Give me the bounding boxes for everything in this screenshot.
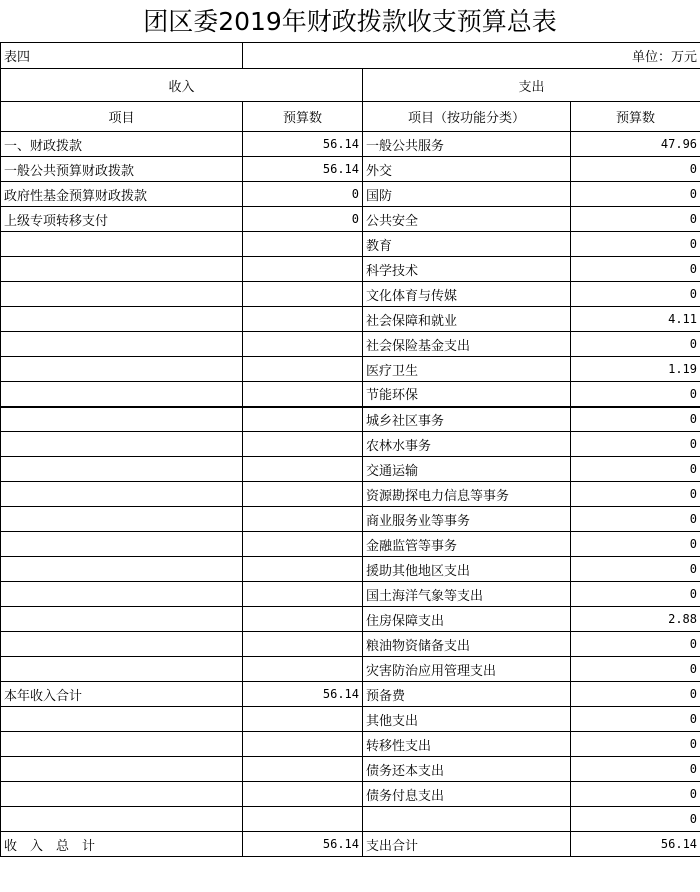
income-amount-cell	[243, 507, 363, 532]
expense-header: 支出	[363, 69, 700, 102]
expense-amount-cell: 0	[571, 482, 700, 507]
expense-item-cell: 社会保险基金支出	[363, 332, 571, 357]
table-row	[1, 482, 700, 507]
column-header-income-amount: 预算数	[243, 102, 363, 132]
income-amount-cell	[243, 257, 363, 282]
expense-item-cell: 农林水事务	[363, 432, 571, 457]
expense-item-cell: 社会保障和就业	[363, 307, 571, 332]
income-item-cell	[1, 307, 243, 332]
expense-amount-cell: 1.19	[571, 357, 700, 382]
income-amount-cell: 56.14	[243, 132, 363, 157]
table-row	[1, 207, 700, 232]
income-item-cell	[1, 257, 243, 282]
income-item-cell	[1, 582, 243, 607]
expense-item-cell: 其他支出	[363, 707, 571, 732]
expense-item-cell: 文化体育与传媒	[363, 282, 571, 307]
table-row	[1, 307, 700, 332]
expense-item-cell: 商业服务业等事务	[363, 507, 571, 532]
table-row	[1, 532, 700, 557]
income-item-cell: 本年收入合计	[1, 682, 243, 707]
expense-amount-cell: 0	[571, 457, 700, 482]
expense-item-cell: 国土海洋气象等支出	[363, 582, 571, 607]
table-row	[1, 257, 700, 282]
expense-item-cell: 科学技术	[363, 257, 571, 282]
expense-item-cell: 转移性支出	[363, 732, 571, 757]
income-item-cell: 收 入 总 计	[1, 832, 243, 857]
column-header-income-item: 项目	[1, 102, 243, 132]
expense-amount-cell: 0	[571, 632, 700, 657]
income-amount-cell	[243, 632, 363, 657]
income-item-cell	[1, 807, 243, 832]
income-amount-cell	[243, 482, 363, 507]
expense-amount-cell: 2.88	[571, 607, 700, 632]
table-row	[1, 682, 700, 707]
income-amount-cell	[243, 582, 363, 607]
income-amount-cell: 56.14	[243, 832, 363, 857]
expense-amount-cell: 0	[571, 707, 700, 732]
expense-amount-cell: 0	[571, 657, 700, 682]
expense-amount-cell: 0	[571, 182, 700, 207]
table-row	[1, 232, 700, 257]
income-amount-cell: 0	[243, 207, 363, 232]
table-row	[1, 582, 700, 607]
income-amount-cell	[243, 707, 363, 732]
table-row	[1, 432, 700, 457]
expense-amount-cell: 0	[571, 582, 700, 607]
income-item-cell	[1, 282, 243, 307]
table-row	[1, 632, 700, 657]
income-item-cell	[1, 507, 243, 532]
income-item-cell	[1, 382, 243, 407]
income-item-cell: 政府性基金预算财政拨款	[1, 182, 243, 207]
income-item-cell	[1, 632, 243, 657]
expense-item-cell	[363, 807, 571, 832]
table-row	[1, 782, 700, 807]
table-row	[1, 832, 700, 857]
expense-item-cell: 债务还本支出	[363, 757, 571, 782]
income-item-cell	[1, 707, 243, 732]
income-item-cell	[1, 357, 243, 382]
expense-amount-cell: 0	[571, 232, 700, 257]
expense-item-cell: 城乡社区事务	[363, 407, 571, 432]
income-amount-cell	[243, 757, 363, 782]
income-amount-cell	[243, 282, 363, 307]
expense-item-cell: 教育	[363, 232, 571, 257]
income-amount-cell	[243, 807, 363, 832]
expense-amount-cell: 0	[571, 332, 700, 357]
unit-label: 单位：万元	[243, 43, 700, 69]
table-row	[1, 407, 700, 432]
income-item-cell	[1, 457, 243, 482]
expense-amount-cell: 0	[571, 432, 700, 457]
income-item-cell	[1, 432, 243, 457]
expense-item-cell: 国防	[363, 182, 571, 207]
expense-amount-cell: 0	[571, 257, 700, 282]
income-amount-cell	[243, 457, 363, 482]
expense-item-cell: 灾害防治应用管理支出	[363, 657, 571, 682]
expense-amount-cell: 0	[571, 282, 700, 307]
column-header-expense-item: 项目（按功能分类）	[363, 102, 571, 132]
table-info-row	[1, 43, 700, 69]
expense-amount-cell: 0	[571, 157, 700, 182]
income-amount-cell	[243, 357, 363, 382]
income-amount-cell	[243, 232, 363, 257]
expense-amount-cell: 47.96	[571, 132, 700, 157]
income-item-cell	[1, 607, 243, 632]
income-amount-cell: 56.14	[243, 157, 363, 182]
income-amount-cell	[243, 382, 363, 407]
income-amount-cell	[243, 332, 363, 357]
expense-item-cell: 粮油物资储备支出	[363, 632, 571, 657]
expense-amount-cell: 0	[571, 407, 700, 432]
expense-amount-cell: 0	[571, 807, 700, 832]
income-amount-cell	[243, 432, 363, 457]
income-item-cell	[1, 557, 243, 582]
expense-amount-cell: 0	[571, 532, 700, 557]
expense-amount-cell: 0	[571, 732, 700, 757]
expense-item-cell: 外交	[363, 157, 571, 182]
expense-item-cell: 公共安全	[363, 207, 571, 232]
expense-item-cell: 援助其他地区支出	[363, 557, 571, 582]
expense-amount-cell: 4.11	[571, 307, 700, 332]
expense-item-cell: 金融监管等事务	[363, 532, 571, 557]
expense-amount-cell: 0	[571, 682, 700, 707]
expense-amount-cell: 0	[571, 557, 700, 582]
income-amount-cell: 0	[243, 182, 363, 207]
table-row	[1, 282, 700, 307]
section-header-row	[1, 69, 700, 102]
table-row	[1, 657, 700, 682]
budget-table	[0, 42, 700, 857]
expense-item-cell: 住房保障支出	[363, 607, 571, 632]
income-amount-cell	[243, 782, 363, 807]
income-item-cell: 上级专项转移支付	[1, 207, 243, 232]
income-item-cell: 一、财政拨款	[1, 132, 243, 157]
table-number: 表四	[1, 43, 243, 69]
table-row	[1, 507, 700, 532]
table-row	[1, 707, 700, 732]
expense-item-cell: 资源勘探电力信息等事务	[363, 482, 571, 507]
table-row	[1, 607, 700, 632]
column-header-row	[1, 102, 700, 132]
income-item-cell	[1, 782, 243, 807]
income-item-cell	[1, 657, 243, 682]
expense-item-cell: 一般公共服务	[363, 132, 571, 157]
expense-item-cell: 债务付息支出	[363, 782, 571, 807]
income-item-cell	[1, 757, 243, 782]
income-amount-cell	[243, 407, 363, 432]
table-row	[1, 557, 700, 582]
expense-amount-cell: 0	[571, 757, 700, 782]
expense-amount-cell: 56.14	[571, 832, 700, 857]
expense-item-cell: 支出合计	[363, 832, 571, 857]
income-item-cell	[1, 482, 243, 507]
table-row	[1, 757, 700, 782]
expense-amount-cell: 0	[571, 207, 700, 232]
income-amount-cell	[243, 657, 363, 682]
income-item-cell	[1, 332, 243, 357]
expense-amount-cell: 0	[571, 382, 700, 407]
page-title: 团区委2019年财政拨款收支预算总表	[143, 7, 557, 36]
income-item-cell: 一般公共预算财政拨款	[1, 157, 243, 182]
income-amount-cell: 56.14	[243, 682, 363, 707]
income-item-cell	[1, 407, 243, 432]
table-row	[1, 732, 700, 757]
table-row	[1, 332, 700, 357]
income-amount-cell	[243, 307, 363, 332]
income-amount-cell	[243, 532, 363, 557]
income-amount-cell	[243, 732, 363, 757]
column-header-expense-amount: 预算数	[571, 102, 700, 132]
expense-item-cell: 医疗卫生	[363, 357, 571, 382]
table-row	[1, 457, 700, 482]
table-row	[1, 157, 700, 182]
table-row	[1, 807, 700, 832]
income-amount-cell	[243, 557, 363, 582]
table-row	[1, 357, 700, 382]
expense-amount-cell: 0	[571, 507, 700, 532]
income-item-cell	[1, 732, 243, 757]
expense-amount-cell: 0	[571, 782, 700, 807]
expense-item-cell: 节能环保	[363, 382, 571, 407]
table-row	[1, 182, 700, 207]
income-item-cell	[1, 532, 243, 557]
table-row	[1, 382, 700, 407]
expense-item-cell: 预备费	[363, 682, 571, 707]
expense-item-cell: 交通运输	[363, 457, 571, 482]
income-header: 收入	[1, 69, 363, 102]
table-row	[1, 132, 700, 157]
income-item-cell	[1, 232, 243, 257]
income-amount-cell	[243, 607, 363, 632]
